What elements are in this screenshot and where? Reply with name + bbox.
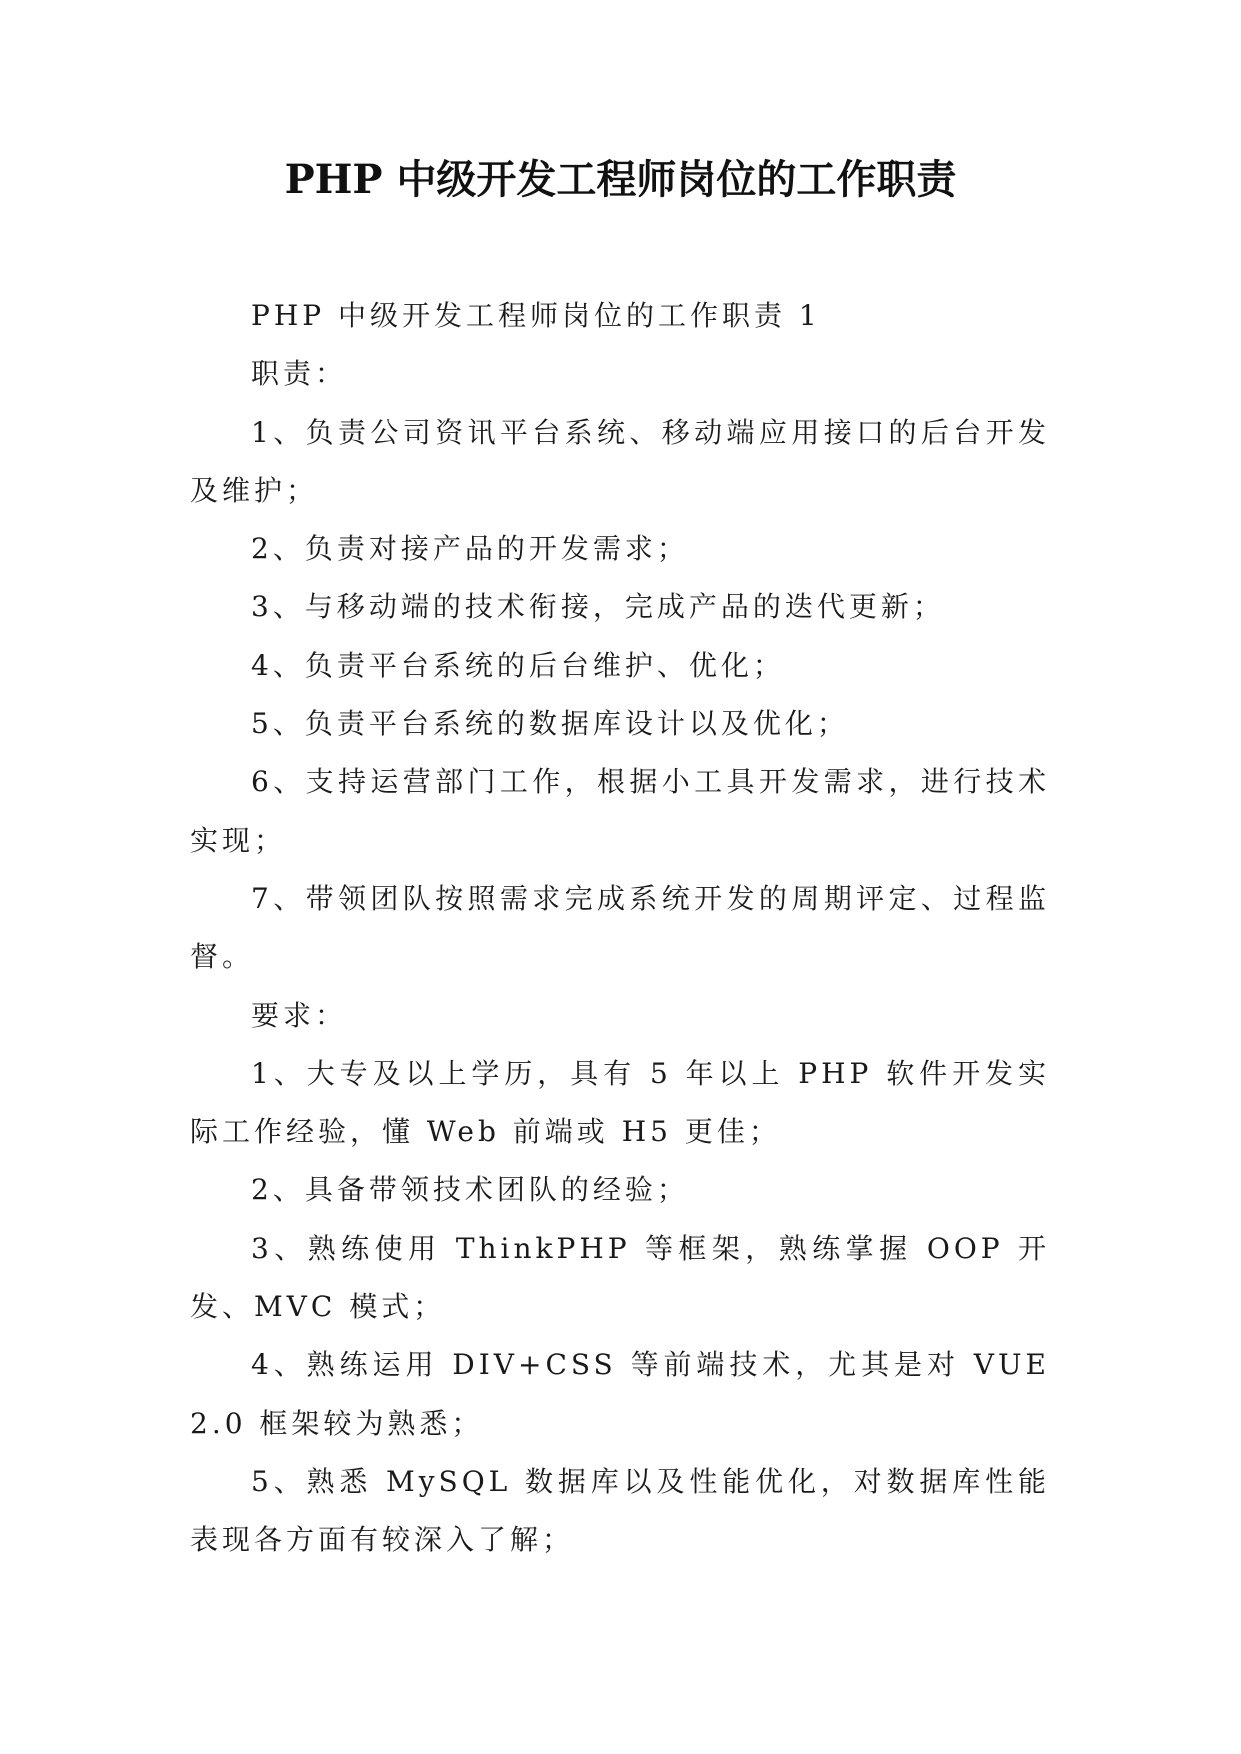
document-title: PHP 中级开发工程师岗位的工作职责 xyxy=(284,156,957,203)
requirements-label: 要求： xyxy=(251,998,348,1032)
duty-item: 7、带领团队按照需求完成系统开发的周期评定、过程监督。 xyxy=(190,881,1050,974)
duties-label: 职责： xyxy=(251,357,348,391)
section-heading: PHP 中级开发工程师岗位的工作职责 1 xyxy=(251,299,821,332)
requirement-item: 1、大专及以上学历，具有 5 年以上 PHP 软件开发实际工作经验，懂 Web 前端或 H5 更佳； xyxy=(190,1056,1050,1149)
duty-item: 1、负责公司资讯平台系统、移动端应用接口的后台开发及维护； xyxy=(190,415,1050,507)
document-body xyxy=(190,287,1050,1570)
duty-item: 4、负责平台系统的后台维护、优化； xyxy=(251,648,785,682)
duty-item: 6、支持运营部门工作，根据小工具开发需求，进行技术实现； xyxy=(190,765,1050,857)
requirement-item: 5、熟悉 MySQL 数据库以及性能优化，对数据库性能表现各方面有较深入了解； xyxy=(190,1464,1050,1557)
requirement-item: 2、具备带领技术团队的经验； xyxy=(251,1173,689,1207)
requirement-item: 3、熟练使用 ThinkPHP 等框架，熟练掌握 OOP 开发、MVC 模式； xyxy=(190,1231,1050,1324)
duty-item: 5、负责平台系统的数据库设计以及优化； xyxy=(251,707,849,741)
duty-item: 3、与移动端的技术衔接，完成产品的迭代更新； xyxy=(251,590,945,624)
duty-item: 2、负责对接产品的开发需求； xyxy=(251,532,689,566)
requirement-item: 4、熟练运用 DIV+CSS 等前端技术，尤其是对 VUE2.0 框架较为熟悉； xyxy=(190,1348,1050,1440)
